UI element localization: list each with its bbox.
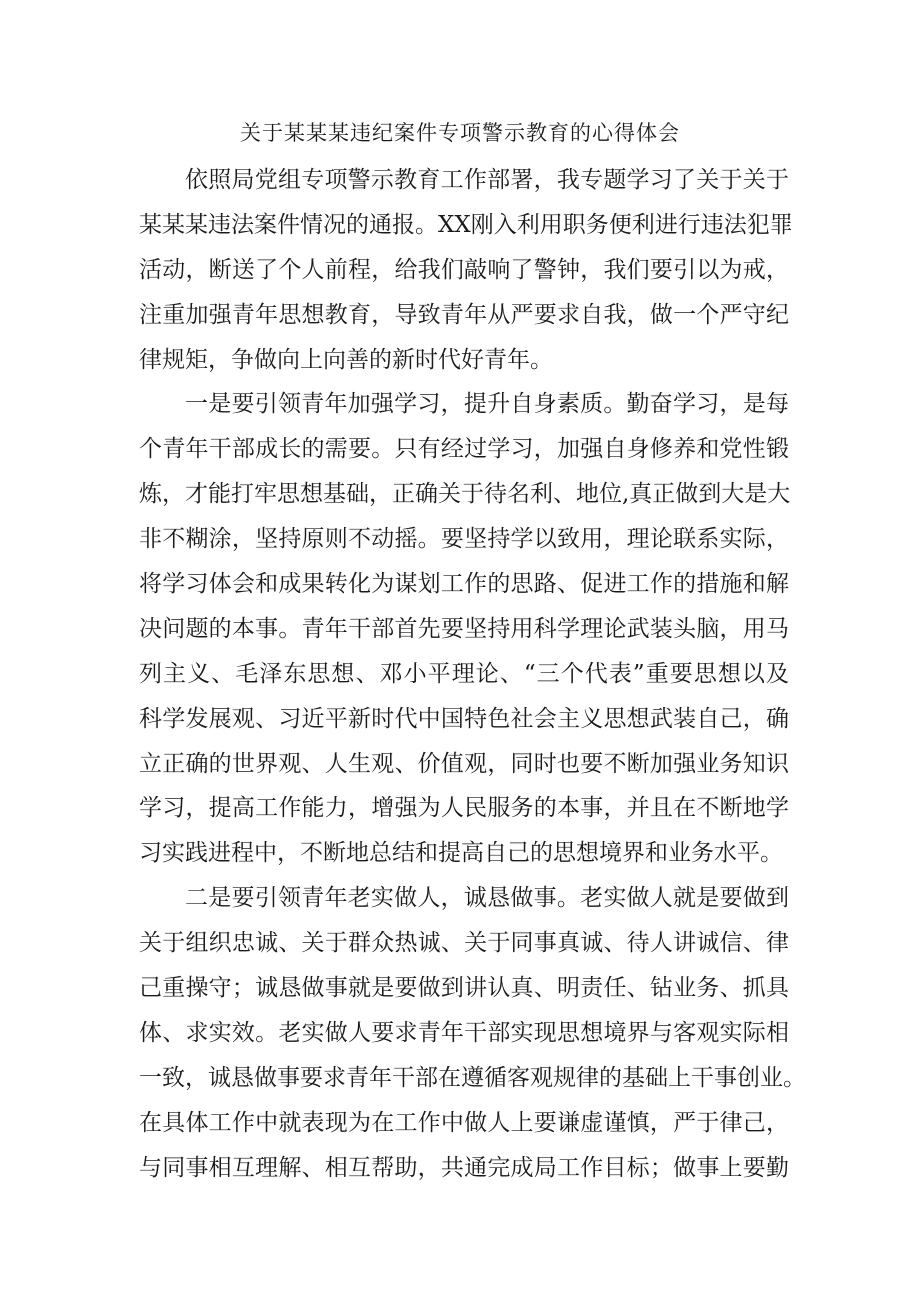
text-line: 活动，断送了个人前程，给我们敲响了警钟，我们要引以为戒， xyxy=(139,256,789,283)
text-line: 与同事相互理解、相互帮助，共通完成局工作目标；做事上要勤 xyxy=(139,1154,789,1181)
text-line: 立正确的世界观、人生观、价值观，同时也要不断加强业务知识 xyxy=(139,750,789,777)
text-line: 决问题的本事。青年干部首先要坚持用科学理论武装头脑，用马 xyxy=(139,615,789,642)
text-line: 非不糊涂，坚持原则不动摇。要坚持学以致用，理论联系实际， xyxy=(139,526,789,553)
text-line: 己重操守；诚恳做事就是要做到讲认真、明责任、钻业务、抓具 xyxy=(139,975,789,1002)
text-line: 习实践进程中，不断地总结和提高自己的思想境界和业务水平。 xyxy=(139,840,783,867)
text-line: 科学发展观、习近平新时代中国特色社会主义思想武装自己，确 xyxy=(139,705,789,732)
text-line: 列主义、毛泽东思想、邓小平理论、“三个代表”重要思想以及 xyxy=(139,660,789,687)
text-line: 将学习体会和成果转化为谋划工作的思路、促进工作的措施和解 xyxy=(139,571,789,598)
paragraph-point-one xyxy=(139,382,789,876)
text-line: 体、求实效。老实做人要求青年干部实现思想境界与客观实际相 xyxy=(139,1019,789,1046)
paragraph-point-two xyxy=(139,876,806,1190)
text-line: 律规矩，争做向上向善的新时代好青年。 xyxy=(139,346,553,373)
text-line: 个青年干部成长的需要。只有经过学习，加强自身修养和党性锻 xyxy=(139,436,789,463)
text-line: 学习，提高工作能力，增强为人民服务的本事，并且在不断地学 xyxy=(139,795,789,822)
text-line: 依照局党组专项警示教育工作部署，我专题学习了关于关于 xyxy=(185,167,789,193)
text-line: 炼，才能打牢思想基础，正确关于待名利、地位,真正做到大是大 xyxy=(139,481,791,508)
paragraph-intro xyxy=(139,158,793,382)
text-line: 在具体工作中就表现为在工作中做人上要谦虚谨慎，严于律己， xyxy=(139,1109,789,1136)
text-line: 注重加强青年思想教育，导致青年从严要求自我，做一个严守纪 xyxy=(139,301,789,328)
text-line: 某某某违法案件情况的通报。XX刚入利用职务便利进行违法犯罪 xyxy=(139,211,793,238)
text-line: 一致，诚恳做事要求青年干部在遵循客观规律的基础上干事创业。 xyxy=(139,1064,806,1091)
text-line: 二是要引领青年老实做人，诚恳做事。老实做人就是要做到 xyxy=(185,885,789,912)
text-line: 一是要引领青年加强学习，提升自身素质。勤奋学习，是每 xyxy=(185,391,789,418)
text-line: 关于组织忠诚、关于群众热诚、关于同事真诚、待人讲诚信、律 xyxy=(139,930,789,957)
document-body xyxy=(139,158,806,1190)
document-title: 关于某某某违纪案件专项警示教育的心得体会 xyxy=(240,121,680,145)
